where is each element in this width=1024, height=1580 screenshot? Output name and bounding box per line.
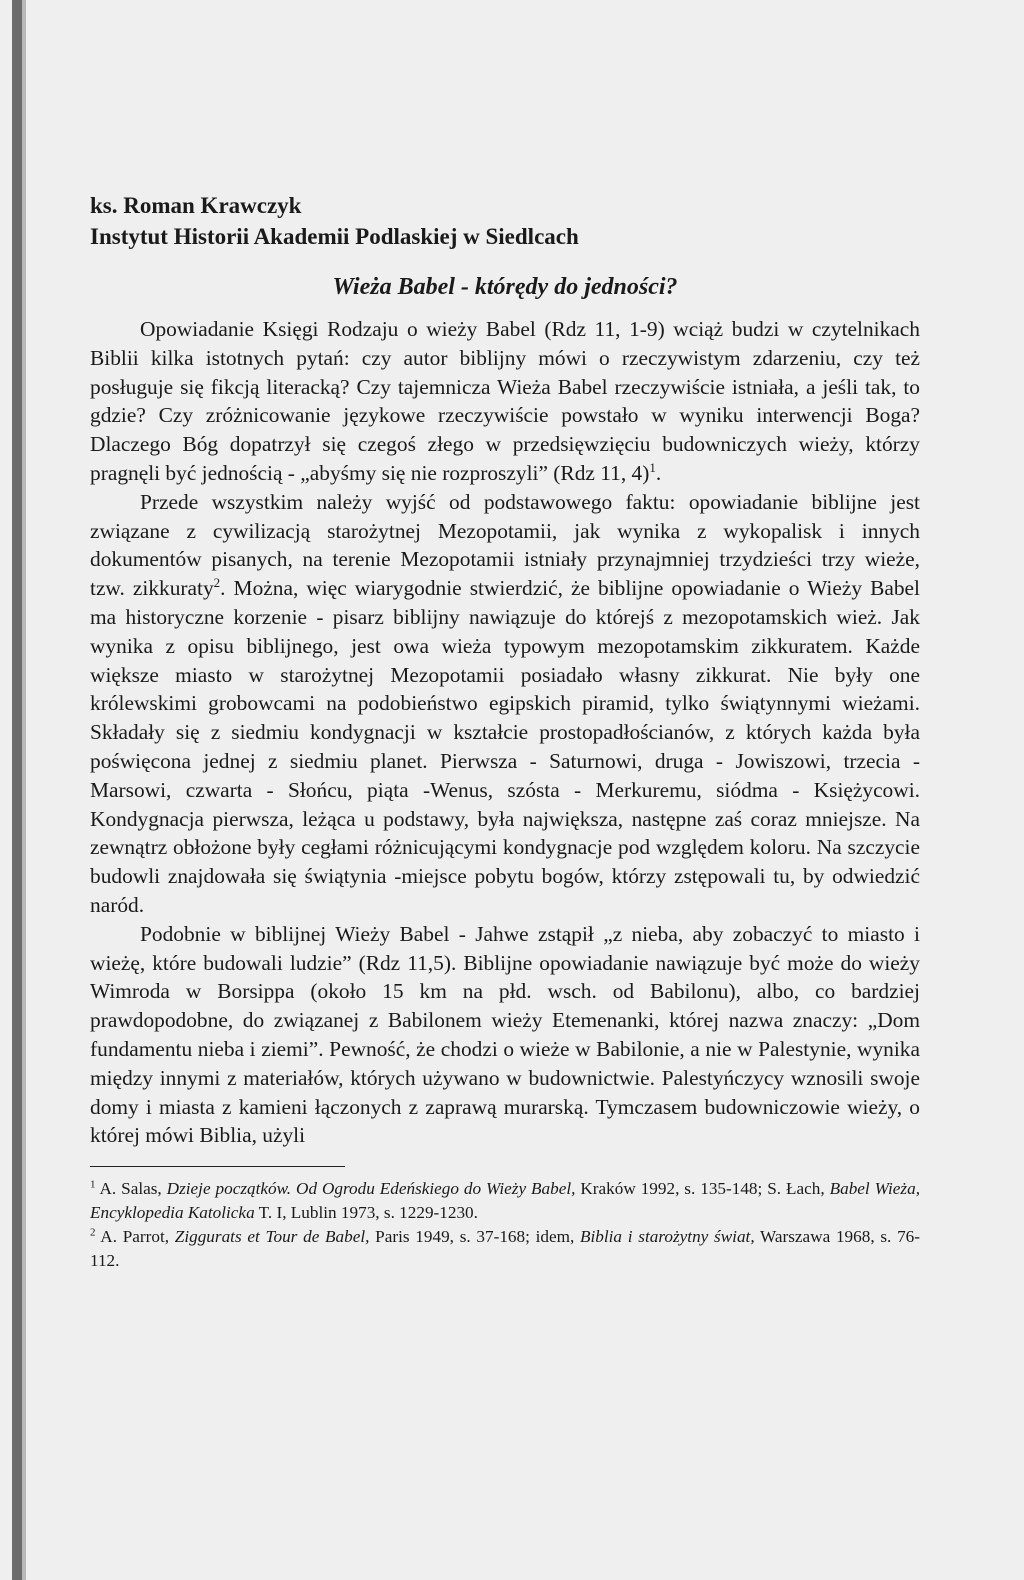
footnote-italic: Biblia i starożytny świat,	[580, 1227, 755, 1247]
paragraph-3	[90, 920, 920, 1150]
footnote-text: A. Parrot,	[100, 1227, 175, 1247]
author-name: ks. Roman Krawczyk	[90, 193, 302, 218]
footnote-text: Kraków 1992, s. 135-148; S. Łach,	[575, 1179, 830, 1199]
paragraph-tail: . Można, więc wiarygodnie stwierdzić, że biblijne opowiadanie o Wieży Babel ma historyczne korzenie - pisarz biblijny nawiązuje do którejś z mezopotamskich wież. Jak wynika z opisu biblijnego, jest owa wieża typowym mezopotamskim zikkuratem. Każde większe miasto w starożytnej Mezopotamii posiadało własny zikkurat. Nie były one królewskimi grobowcami na podobieństwo egipskich piramid, tylko świątynnymi wieżami. Składały się z siedmiu kondygnacji w kształcie prostopadłościanów, z których każda była poświęcona jednej z siedmiu planet. Pierwsza - Saturnowi, druga - Jowiszowi, trzecia - Marsowi, czwarta - Słońcu, piąta -Wenus, szósta - Merkuremu, siódma - Księżycowi. Kondygnacja pierwsza, leżąca u podstawy, była największa, następne zaś coraz mniejsze. Na zewnątrz obłożone były cegłami różnicującymi kondygnacje pod względem koloru. Na szczycie budowli znajdowała się świątynia -miejsce pobytu bogów, którzy zstępowali tu, by odwiedzić naród.	[90, 576, 920, 917]
footnote-1	[90, 1177, 920, 1225]
footnote-italic: Ziggurats et Tour de Babel,	[174, 1227, 370, 1247]
paragraph-tail: .	[655, 460, 662, 485]
footnote-text: A. Salas,	[99, 1179, 167, 1199]
paragraph-text: Podobnie w biblijnej Wieży Babel - Jahwe zstąpił „z nieba, aby zobaczyć to miasto i wieżę, które budowali ludzie” (Rdz 11,5). Biblijne opowiadanie nawiązuje być może do wieży Wimroda w Borsippa (około 15 km na płd. wsch. od Babilonu), albo, co bardziej prawdopodobne, do związanej z Babilonem wieży Etemenanki, której nazwa znaczy: „Dom fundamentu nieba i ziemi”. Pewność, że chodzi o wieże w Babilonie, a nie w Palestynie, wynika między innymi z materiałów, których używano w budownictwie. Palestyńczycy wznosili swoje domy i miasta z kamieni łączonych z zaprawą murarską. Tymczasem budowniczowie wieży, o której mówi Biblia, użyli	[90, 921, 920, 1148]
paragraph-1	[90, 315, 920, 488]
footnote-number: 1	[90, 1178, 96, 1191]
article-title: Wieża Babel - którędy do jedności?	[332, 274, 678, 300]
footnote-italic: Dzieje początków. Od Ogrodu Edeńskiego do Wieży Babel,	[166, 1179, 576, 1199]
footnote-italic: Babel Wieża, Encyklopedia Katolicka	[90, 1179, 920, 1223]
paragraph-text: Przede wszystkim należy wyjść od podstawowego faktu: opowiadanie biblijne jest związane z cywilizacją starożytnej Mezopotamii, jak wynika z wykopalisk i innych dokumentów pisanych, na terenie Mezopotamii istniały przynajmniej trzydzieści trzy wieże, tzw. zikkuraty	[90, 489, 920, 601]
footnote-text: Paris 1949, s. 37-168; idem,	[369, 1227, 581, 1247]
footnote-text: T. I, Lublin 1973, s. 1229-1230.	[254, 1203, 478, 1223]
footnote-2	[90, 1225, 920, 1273]
footnote-number: 2	[90, 1226, 96, 1239]
paragraph-2	[90, 488, 920, 920]
footnote-divider	[90, 1166, 345, 1167]
footnote-ref-1[interactable]: 1	[649, 459, 656, 475]
article	[90, 190, 920, 1273]
paragraph-text: Opowiadanie Księgi Rodzaju o wieży Babel (Rdz 11, 1-9) wciąż budzi w czytelnikach Biblii kilka istotnych pytań: czy autor biblijny mówi o rzeczywistym zdarzeniu, czy też posługuje się fikcją literacką? Czy tajemnicza Wieża Babel rzeczywiście istniała, a jeśli tak, to gdzie? Czy zróżnicowanie językowe rzeczywiście powstało w wyniku interwencji Boga? Dlaczego Bóg dopatrzył się czegoś złego w przedsięwzięciu budowniczych wieży, którzy pragnęli być jednością - „abyśmy się nie rozproszyli” (Rdz 11, 4)	[90, 317, 920, 485]
footnote-ref-2[interactable]: 2	[213, 575, 221, 591]
author-affiliation: Instytut Historii Akademii Podlaskiej w Siedlcach	[90, 224, 579, 249]
book-spine-shadow	[12, 0, 22, 1580]
book-spine-edge	[22, 0, 26, 1580]
footnote-text: Warszawa 1968, s. 76-112.	[90, 1227, 920, 1271]
